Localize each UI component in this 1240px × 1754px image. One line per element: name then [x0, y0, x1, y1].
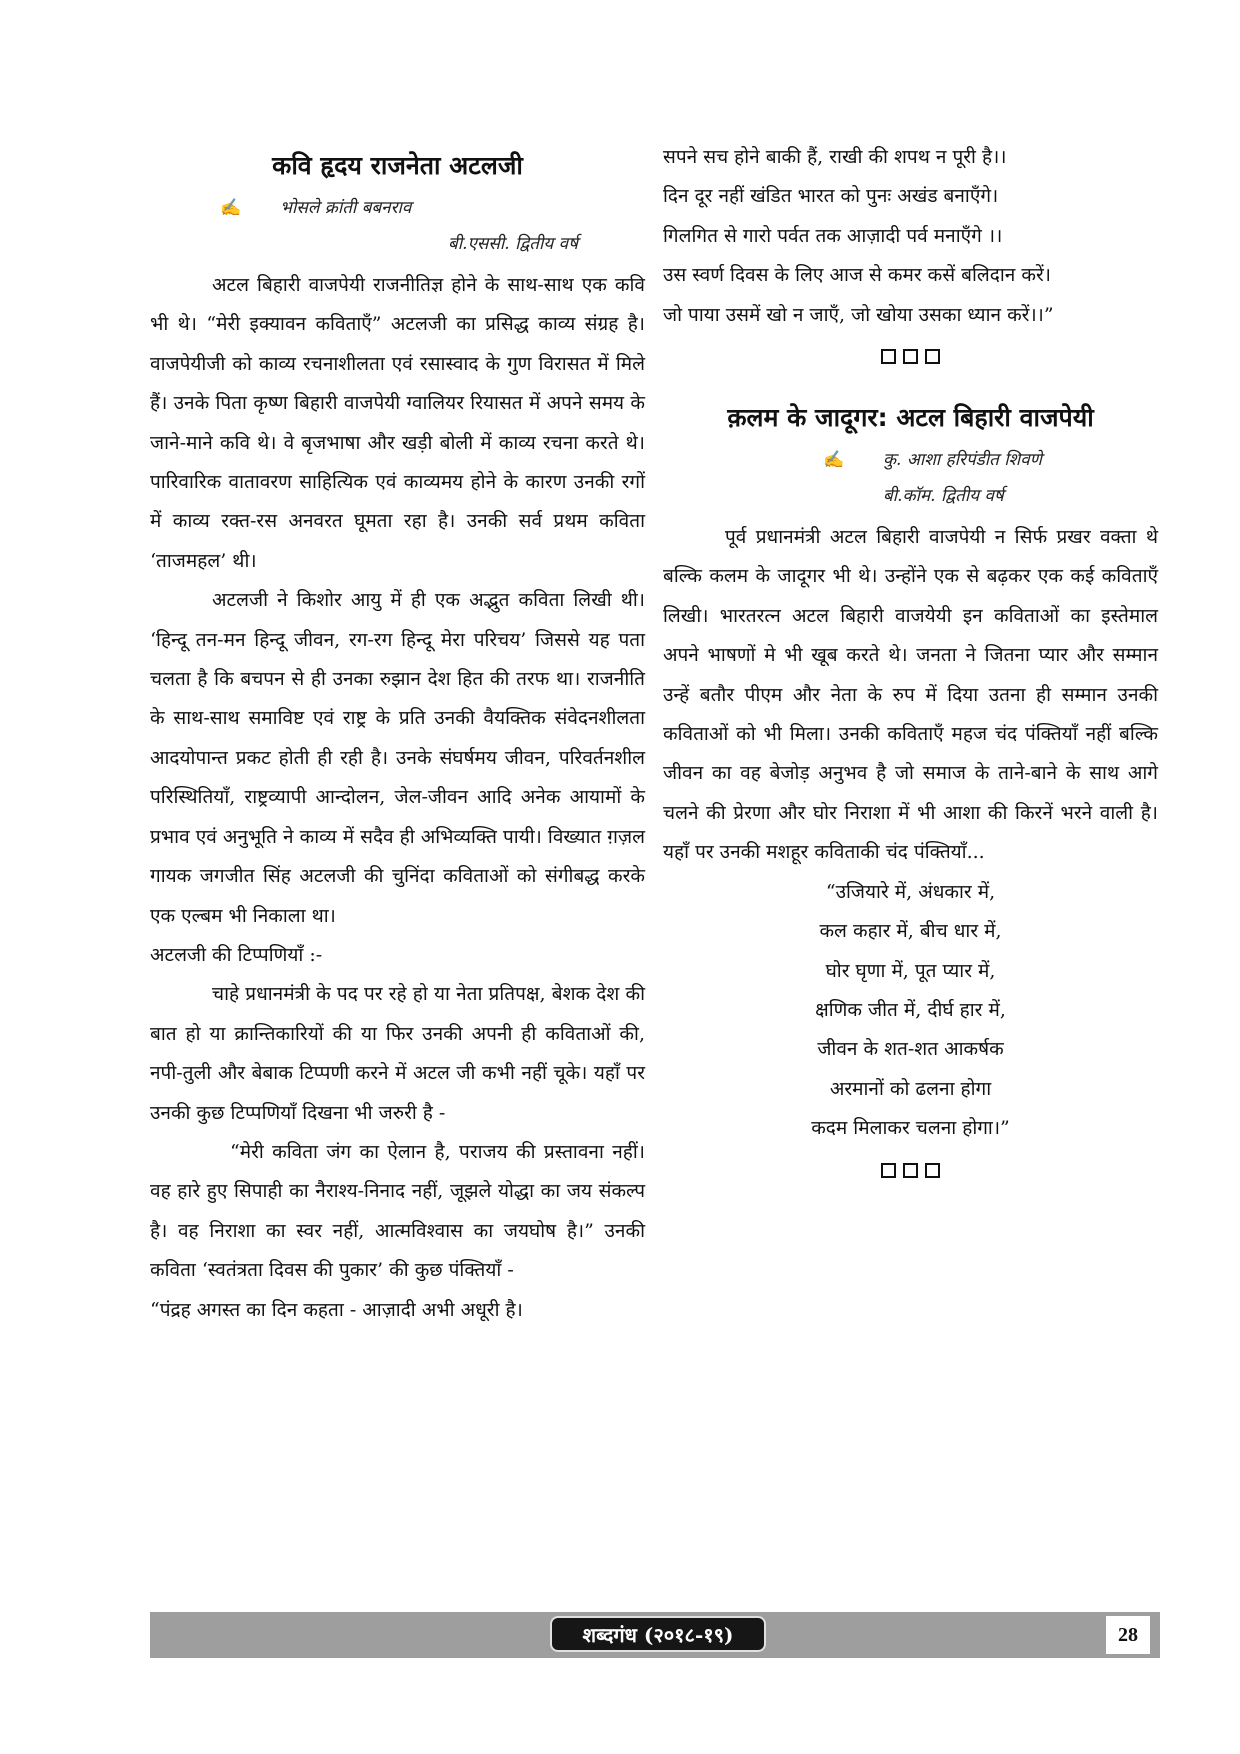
quote-paragraph: “मेरी कविता जंग का ऐलान है, पराजय की प्रस्तावना नहीं। वह हारे हुए सिपाही का नैराश्य-निनाद नहीं, जूझले योद्धा का जय संकल्प है। वह निराशा का स्वर नहीं, आत्मविश्वास का जयघोष है।” उनकी कविता ‘स्वतंत्रता दिवस की पुकार’ की कुछ पंक्तियाँ -: [150, 1140, 645, 1282]
poem-continuation: [663, 138, 1158, 335]
left-column: [150, 138, 645, 1330]
poem-line: उस स्वर्ण दिवस के लिए आज से कमर कसें बलिदान करें।: [663, 264, 1051, 287]
section-divider: [663, 1163, 1158, 1178]
poem-block: [663, 873, 1158, 1149]
poem-line: कल कहार में, बीच धार में,: [819, 920, 1002, 943]
magazine-name: शब्दगंध (२०१८-१९): [550, 1616, 766, 1652]
section-divider: [663, 349, 1158, 364]
square-icon: [925, 349, 940, 364]
pen-icon: ✍: [823, 450, 845, 471]
right-column: [663, 138, 1158, 1192]
square-icon: [903, 349, 918, 364]
square-icon: [925, 1163, 940, 1178]
poem-line: दिन दूर नहीं खंडित भारत को पुनः अखंड बनाएँगे।: [663, 185, 999, 208]
paragraph: अटल बिहारी वाजपेयी राजनीतिज्ञ होने के साथ-साथ एक कवि भी थे। “मेरी इक्यावन कविताएँ” अटलजी का प्रसिद्ध काव्य संग्रह है। वाजपेयीजी को काव्य रचनाशीलता एवं रसास्वाद के गुण विरासत में मिले हैं। उनके पिता कृष्ण बिहारी वाजपेयी ग्वालियर रियासत में अपने समय के जाने-माने कवि थे। वे बृजभाषा और खड़ी बोली में काव्य रचना करते थे। पारिवारिक वातावरण साहित्यिक एवं काव्यमय होने के कारण उनकी रगों में काव्य रक्त-रस अनवरत घूमता रहा है। उनकी सर्व प्रथम कविता ‘ताजमहल’ थी।: [150, 274, 645, 572]
square-icon: [881, 1163, 896, 1178]
page-number: 28: [1106, 1616, 1150, 1654]
author-course: बी.एससी. द्वितीय वर्ष: [448, 234, 578, 254]
poem-line: अरमानों को ढलना होगा: [829, 1077, 992, 1100]
poem-line: गिलगित से गारो पर्वत तक आज़ादी पर्व मनाएँगे ।।: [663, 224, 1003, 247]
author-name: भोसले क्रांती बबनराव: [280, 198, 412, 218]
poem-line: “पंद्रह अगस्त का दिन कहता - आज़ादी अभी अधूरी है।: [150, 1298, 523, 1321]
article-title: क़लम के जादूगर: अटल बिहारी वाजपेयी: [727, 403, 1094, 433]
author-course: बी.कॉम. द्वितीय वर्ष: [883, 486, 1004, 507]
paragraph: पूर्व प्रधानमंत्री अटल बिहारी वाजपेयी न सिर्फ प्रखर वक्ता थे बल्कि कलम के जादूगर भी थे। उन्होंने एक से बढ़कर एक कई कविताएँ लिखी। भारतरत्न अटल बिहारी वाजयेयी इन कविताओं का इस्तेमाल अपने भाषणों मे भी खूब करते थे। जनता ने जितना प्यार और सम्मान उन्हें बतौर पीएम और नेता के रुप में दिया उतना ही सम्मान उनकी कविताओं को भी मिला। उनकी कविताएँ महज चंद पंक्तियाँ नहीं बल्कि जीवन का वह बेजोड़ अनुभव है जो समाज के ताने-बाने के साथ आगे चलने की प्रेरणा और घोर निराशा में भी आशा की किरनें भरने वाली है। यहाँ पर उनकी मशहूर कविताकी चंद पंक्तियाँ...: [663, 526, 1158, 864]
square-icon: [881, 349, 896, 364]
author-line: [150, 190, 645, 226]
poem-line: घोर घृणा में, पूत प्यार में,: [825, 959, 996, 982]
square-icon: [903, 1163, 918, 1178]
paragraph: अटलजी ने किशोर आयु में ही एक अद्भुत कविता लिखी थी। ‘हिन्दू तन-मन हिन्दू जीवन, रग-रग हिन्दू मेरा परिचय’ जिससे यह पता चलता है कि बचपन से ही उनका रुझान देश हित की तरफ था। राजनीति के साथ-साथ समाविष्ट एवं राष्ट्र के प्रति उनकी वैयक्तिक संवेदनशीलता आदयोपान्त प्रकट होती ही रही है। उनके संघर्षमय जीवन, परिवर्तनशील परिस्थितियाँ, राष्ट्रव्यापी आन्दोलन, जेल-जीवन आदि अनेक आयामों के प्रभाव एवं अनुभूति ने काव्य में सदैव ही अभिव्यक्ति पायी। विख्यात ग़ज़ल गायक जगजीत सिंह अटलजी की चुनिंदा कविताओं को संगीबद्ध करके एक एल्बम भी निकाला था।: [150, 589, 645, 927]
section-heading: अटलजी की टिप्पणियाँ :-: [150, 943, 323, 966]
pen-icon: ✍: [220, 198, 242, 218]
author-name: कु. आशा हरिपंडीत शिवणे: [883, 450, 1042, 471]
poem-line: सपने सच होने बाकी हैं, राखी की शपथ न पूरी है।।: [663, 146, 1007, 168]
page-footer: [150, 1612, 1160, 1658]
author-line: [663, 442, 1158, 478]
poem-line: “उजियारे में, अंधकार में,: [825, 880, 996, 903]
paragraph: चाहे प्रधानमंत्री के पद पर रहे हो या नेता प्रतिपक्ष, बेशक देश की बात हो या क्रान्तिकारियों की या फिर उनकी अपनी ही कविताओं की, नपी-तुली और बेबाक टिप्पणी करने में अटल जी कभी नहीं चूके। यहाँ पर उनकी कुछ टिप्पणियाँ दिखना भी जरुरी है -: [150, 983, 645, 1124]
poem-line: क्षणिक जीत में, दीर्घ हार में,: [815, 998, 1006, 1021]
poem-line: जीवन के शत-शत आकर्षक: [817, 1038, 1004, 1061]
poem-line: जो पाया उसमें खो न जाएँ, जो खोया उसका ध्यान करें।।”: [663, 303, 1054, 326]
poem-line: कदम मिलाकर चलना होगा।”: [811, 1117, 1010, 1140]
article-title: कवि हृदय राजनेता अटलजी: [272, 151, 523, 180]
